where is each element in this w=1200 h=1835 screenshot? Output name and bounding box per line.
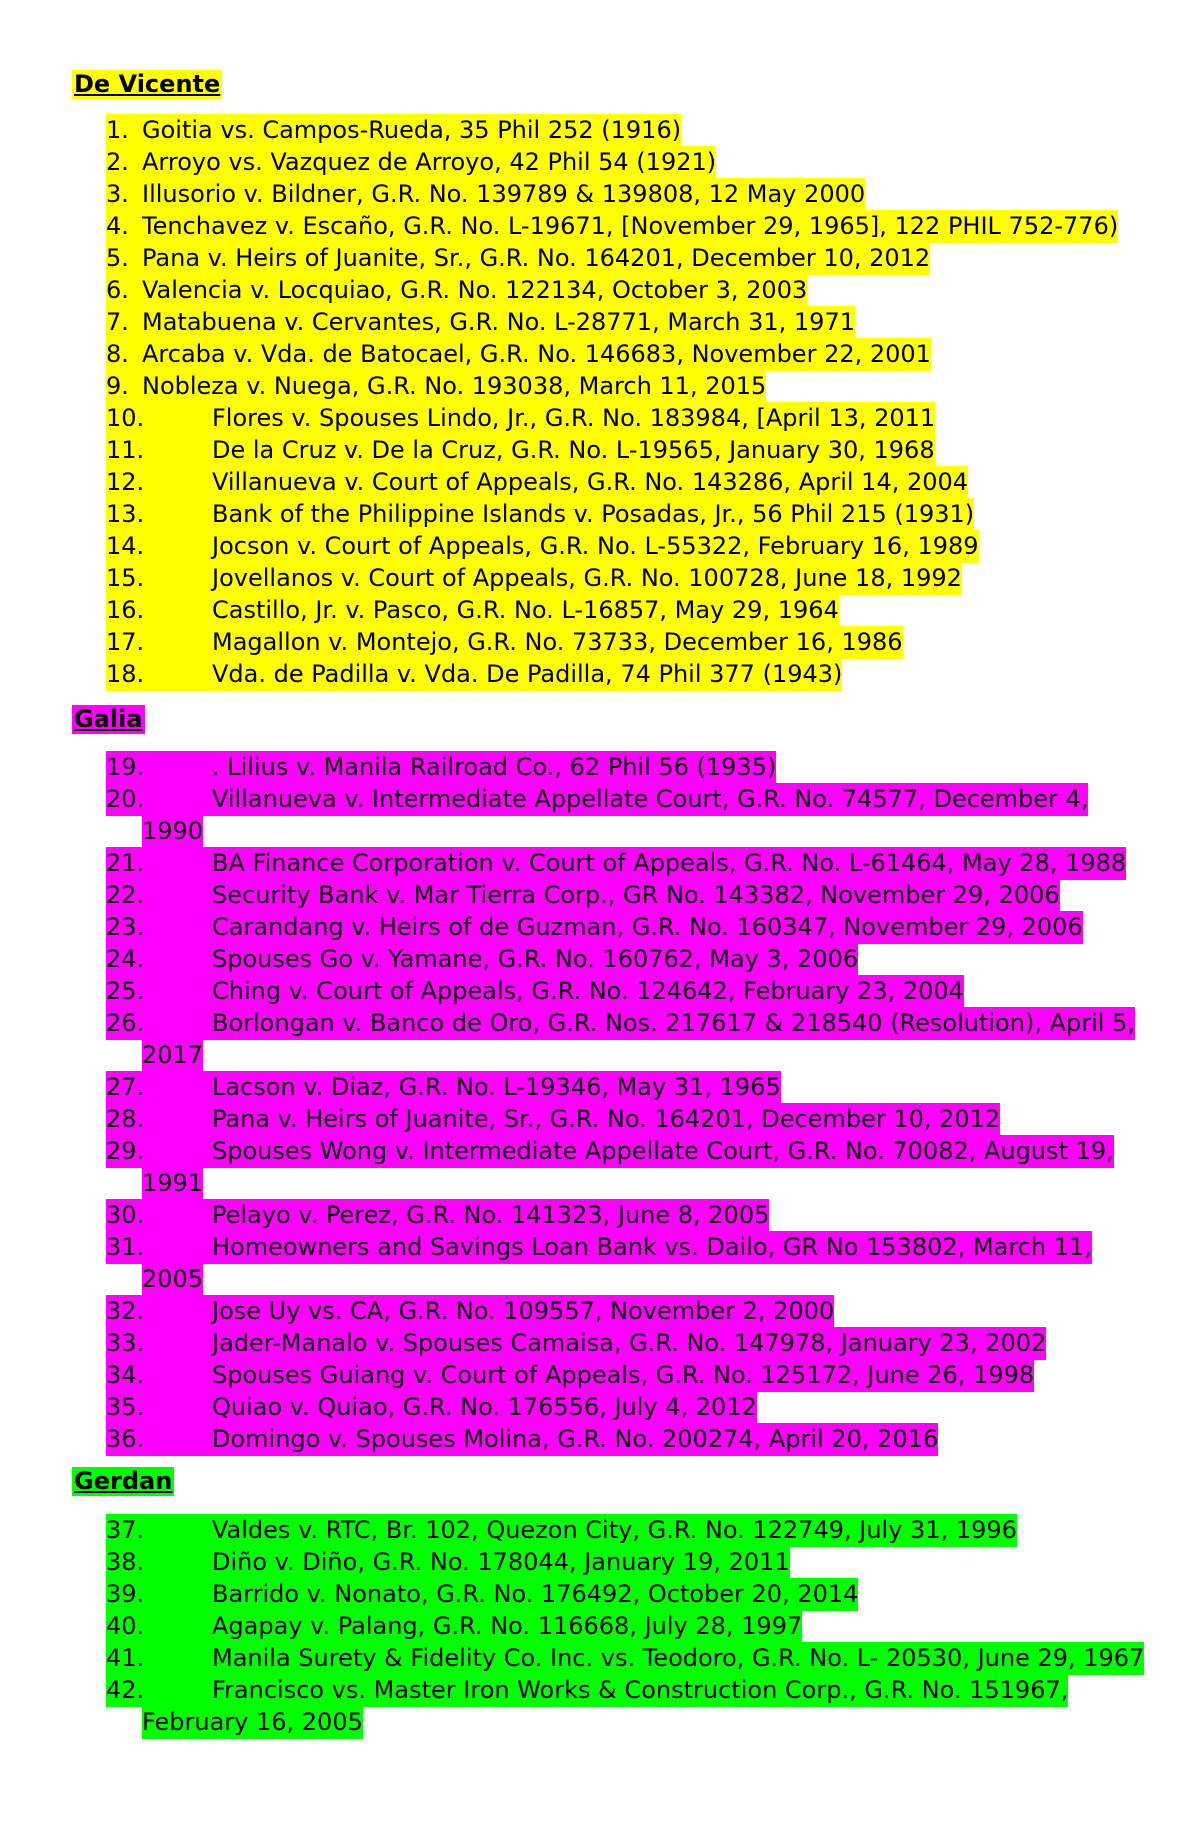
case-list-item [106,847,1166,879]
case-entry [106,1135,1114,1168]
case-entry [106,146,716,179]
case-entry [106,1199,769,1232]
case-number: 27. [106,1073,145,1101]
case-number: 25. [106,977,145,1005]
case-number: 26. [106,1009,145,1037]
case-number: 3. [106,180,129,208]
case-citation: . Lilius v. Manila Railroad Co., 62 Phil 56 (1935) [212,753,777,781]
case-citation: Domingo v. Spouses Molina, G.R. No. 200274, April 20, 2016 [212,1425,939,1453]
case-list-item [106,1103,1166,1135]
case-citation: Quiao v. Quiao, G.R. No. 176556, July 4, 2012 [212,1393,757,1421]
case-entry [106,751,776,784]
case-list-item [106,879,1166,911]
case-citation: Tenchavez v. Escaño, G.R. No. L-19671, [November 29, 1965], 122 PHIL 752-776) [142,212,1119,240]
case-entry [106,1610,802,1643]
case-number: 38. [106,1548,145,1576]
case-list-item [106,146,1166,178]
case-citation-continuation: 1990 [142,815,203,848]
case-citation: Lacson v. Diaz, G.R. No. L-19346, May 31, 1965 [212,1073,781,1101]
case-citation: Flores v. Spouses Lindo, Jr., G.R. No. 183984, [April 13, 2011 [212,404,936,432]
case-entry [106,847,1126,880]
case-entry [106,1327,1046,1360]
case-citation-continuation: February 16, 2005 [142,1706,363,1739]
case-citation: Jovellanos v. Court of Appeals, G.R. No. 100728, June 18, 1992 [212,564,962,592]
case-citation: Carandang v. Heirs of de Guzman, G.R. No. 160347, November 29, 2006 [212,913,1083,941]
case-list [0,114,1200,690]
case-list-item [106,466,1166,498]
case-entry [106,1674,1068,1707]
case-entry [106,658,842,691]
case-entry [106,274,807,307]
case-list-item [106,242,1166,274]
case-number: 14. [106,532,145,560]
case-list-item [106,1071,1166,1103]
case-citation: Bank of the Philippine Islands v. Posadas, Jr., 56 Phil 215 (1931) [212,500,975,528]
case-number: 6. [106,276,129,304]
case-list-item [106,658,1166,690]
case-citation: Ching v. Court of Appeals, G.R. No. 124642, February 23, 2004 [212,977,964,1005]
case-list-item [106,975,1166,1007]
case-entry [106,466,968,499]
case-citation: Homeowners and Savings Loan Bank vs. Dailo, GR No 153802, March 11, [212,1233,1092,1261]
case-list [0,751,1200,1455]
case-number: 20. [106,785,145,813]
case-entry [106,1642,1144,1675]
case-entry [106,1071,781,1104]
case-entry [106,530,979,563]
case-number: 37. [106,1516,145,1544]
case-list-item [106,1514,1166,1546]
case-citation: BA Finance Corporation v. Court of Appeals, G.R. No. L-61464, May 28, 1988 [212,849,1127,877]
case-list-item [106,943,1166,975]
case-entry [106,594,839,627]
case-entry [106,1514,1017,1547]
case-number: 5. [106,244,129,272]
case-list-item [106,783,1166,847]
case-citation: Magallon v. Montejo, G.R. No. 73733, December 16, 1986 [212,628,903,656]
case-list-item [106,370,1166,402]
case-number: 33. [106,1329,145,1357]
case-citation: Vda. de Padilla v. Vda. De Padilla, 74 Phil 377 (1943) [212,660,843,688]
case-entry [106,1231,1092,1264]
case-citation: Illusorio v. Bildner, G.R. No. 139789 & 139808, 12 May 2000 [142,180,866,208]
section-heading: Galia [74,705,143,733]
case-list-item [106,338,1166,370]
case-entry [106,1578,858,1611]
case-list-item [106,1578,1166,1610]
case-citation: Castillo, Jr. v. Pasco, G.R. No. L-16857, May 29, 1964 [212,596,839,624]
case-entry [106,879,1060,912]
case-list-item [106,1007,1166,1071]
case-list-item [106,178,1166,210]
case-number: 32. [106,1297,145,1325]
case-entry [106,242,930,275]
case-entry [106,370,766,403]
case-list-item [106,530,1166,562]
case-citation-continuation: 1991 [142,1167,203,1200]
case-list-item [106,114,1166,146]
case-number: 23. [106,913,145,941]
case-list-item [106,402,1166,434]
case-citation: Pana v. Heirs of Juanite, Sr., G.R. No. 164201, December 10, 2012 [142,244,931,272]
case-entry [106,943,858,976]
case-entry [106,1295,834,1328]
case-entry [106,911,1083,944]
case-entry [106,1391,757,1424]
case-list-item [106,434,1166,466]
case-number: 2. [106,148,129,176]
case-number: 36. [106,1425,145,1453]
case-list-item [106,274,1166,306]
case-list-item [106,1391,1166,1423]
case-number: 22. [106,881,145,909]
case-citation: Security Bank v. Mar Tierra Corp., GR No. 143382, November 29, 2006 [212,881,1060,909]
case-entry [106,1546,790,1579]
case-list-item [106,210,1166,242]
case-number: 13. [106,500,145,528]
case-number: 9. [106,372,129,400]
case-citation: Matabuena v. Cervantes, G.R. No. L-28771, March 31, 1971 [142,308,855,336]
case-citation: Goitia vs. Campos-Rueda, 35 Phil 252 (1916) [142,116,682,144]
case-number: 1. [106,116,129,144]
case-citation: Agapay v. Palang, G.R. No. 116668, July 28, 1997 [212,1612,803,1640]
case-number: 16. [106,596,145,624]
case-number: 30. [106,1201,145,1229]
case-entry [106,975,964,1008]
case-list-item [106,1135,1166,1199]
case-citation: Pana v. Heirs of Juanite, Sr., G.R. No. 164201, December 10, 2012 [212,1105,1001,1133]
case-list-item [106,751,1166,783]
case-list-item [106,1327,1166,1359]
case-number: 41. [106,1644,145,1672]
case-citation: Spouses Wong v. Intermediate Appellate Court, G.R. No. 70082, August 19, [212,1137,1114,1165]
case-citation: Jader-Manalo v. Spouses Camaisa, G.R. No. 147978, January 23, 2002 [212,1329,1047,1357]
case-number: 8. [106,340,129,368]
case-number: 11. [106,436,145,464]
case-entry [106,1423,938,1456]
case-entry [106,306,855,339]
case-list-item [106,1359,1166,1391]
case-citation: Jocson v. Court of Appeals, G.R. No. L-55322, February 16, 1989 [212,532,979,560]
case-citation: Spouses Go v. Yamane, G.R. No. 160762, May 3, 2006 [212,945,859,973]
case-citation: Valencia v. Locquiao, G.R. No. 122134, October 3, 2003 [142,276,808,304]
case-number: 4. [106,212,129,240]
case-citation: Arroyo vs. Vazquez de Arroyo, 42 Phil 54 (1921) [142,148,717,176]
case-entry [106,626,903,659]
case-number: 18. [106,660,145,688]
case-list-item [106,306,1166,338]
case-number: 35. [106,1393,145,1421]
case-number: 17. [106,628,145,656]
case-citation: Pelayo v. Perez, G.R. No. 141323, June 8, 2005 [212,1201,770,1229]
case-list-item [106,1295,1166,1327]
section-heading: Gerdan [74,1467,173,1495]
case-citation-continuation: 2017 [142,1039,203,1072]
case-entry [106,210,1118,243]
case-number: 39. [106,1580,145,1608]
case-list-item [106,594,1166,626]
case-entry [106,178,865,211]
case-entry [106,1103,1000,1136]
case-number: 34. [106,1361,145,1389]
case-citation: De la Cruz v. De la Cruz, G.R. No. L-19565, January 30, 1968 [212,436,935,464]
case-citation: Valdes v. RTC, Br. 102, Quezon City, G.R. No. 122749, July 31, 1996 [212,1516,1017,1544]
case-number: 42. [106,1676,145,1704]
case-citation: Arcaba v. Vda. de Batocael, G.R. No. 146683, November 22, 2001 [142,340,931,368]
case-list-item [106,498,1166,530]
case-citation-continuation: 2005 [142,1263,203,1296]
case-list-item [106,1610,1166,1642]
case-entry [106,434,935,467]
case-citation: Nobleza v. Nuega, G.R. No. 193038, March 11, 2015 [142,372,767,400]
case-entry [106,114,681,147]
case-entry [106,338,931,371]
case-number: 15. [106,564,145,592]
case-citation: Francisco vs. Master Iron Works & Construction Corp., G.R. No. 151967, [212,1676,1069,1704]
case-list [0,1514,1200,1738]
section-heading: De Vicente [74,70,221,98]
case-number: 29. [106,1137,145,1165]
case-citation: Jose Uy vs. CA, G.R. No. 109557, November 2, 2000 [212,1297,835,1325]
case-citation: Spouses Guiang v. Court of Appeals, G.R. No. 125172, June 26, 1998 [212,1361,1035,1389]
case-number: 7. [106,308,129,336]
case-entry [106,562,962,595]
case-list-item [106,1674,1166,1738]
case-list-item [106,1642,1166,1674]
case-entry [106,402,935,435]
case-list-item [106,1423,1166,1455]
case-list-item [106,1546,1166,1578]
case-list-item [106,911,1166,943]
case-list-item [106,562,1166,594]
case-number: 28. [106,1105,145,1133]
case-number: 12. [106,468,145,496]
case-number: 21. [106,849,145,877]
case-list-item [106,1199,1166,1231]
case-citation: Villanueva v. Court of Appeals, G.R. No. 143286, April 14, 2004 [212,468,969,496]
case-list-item [106,1231,1166,1295]
case-citation: Borlongan v. Banco de Oro, G.R. Nos. 217617 & 218540 (Resolution), April 5, [212,1009,1135,1037]
case-citation: Villanueva v. Intermediate Appellate Court, G.R. No. 74577, December 4, [212,785,1089,813]
case-number: 24. [106,945,145,973]
case-number: 19. [106,753,145,781]
case-citation: Diño v. Diño, G.R. No. 178044, January 19, 2011 [212,1548,790,1576]
case-entry [106,498,974,531]
case-entry [106,1359,1034,1392]
case-number: 31. [106,1233,145,1261]
case-number: 10. [106,404,145,432]
case-citation: Manila Surety & Fidelity Co. Inc. vs. Teodoro, G.R. No. L- 20530, June 29, 1967 [212,1644,1145,1672]
case-number: 40. [106,1612,145,1640]
case-citation: Barrido v. Nonato, G.R. No. 176492, October 20, 2014 [212,1580,859,1608]
case-entry [106,783,1088,816]
case-list-item [106,626,1166,658]
case-entry [106,1007,1135,1040]
